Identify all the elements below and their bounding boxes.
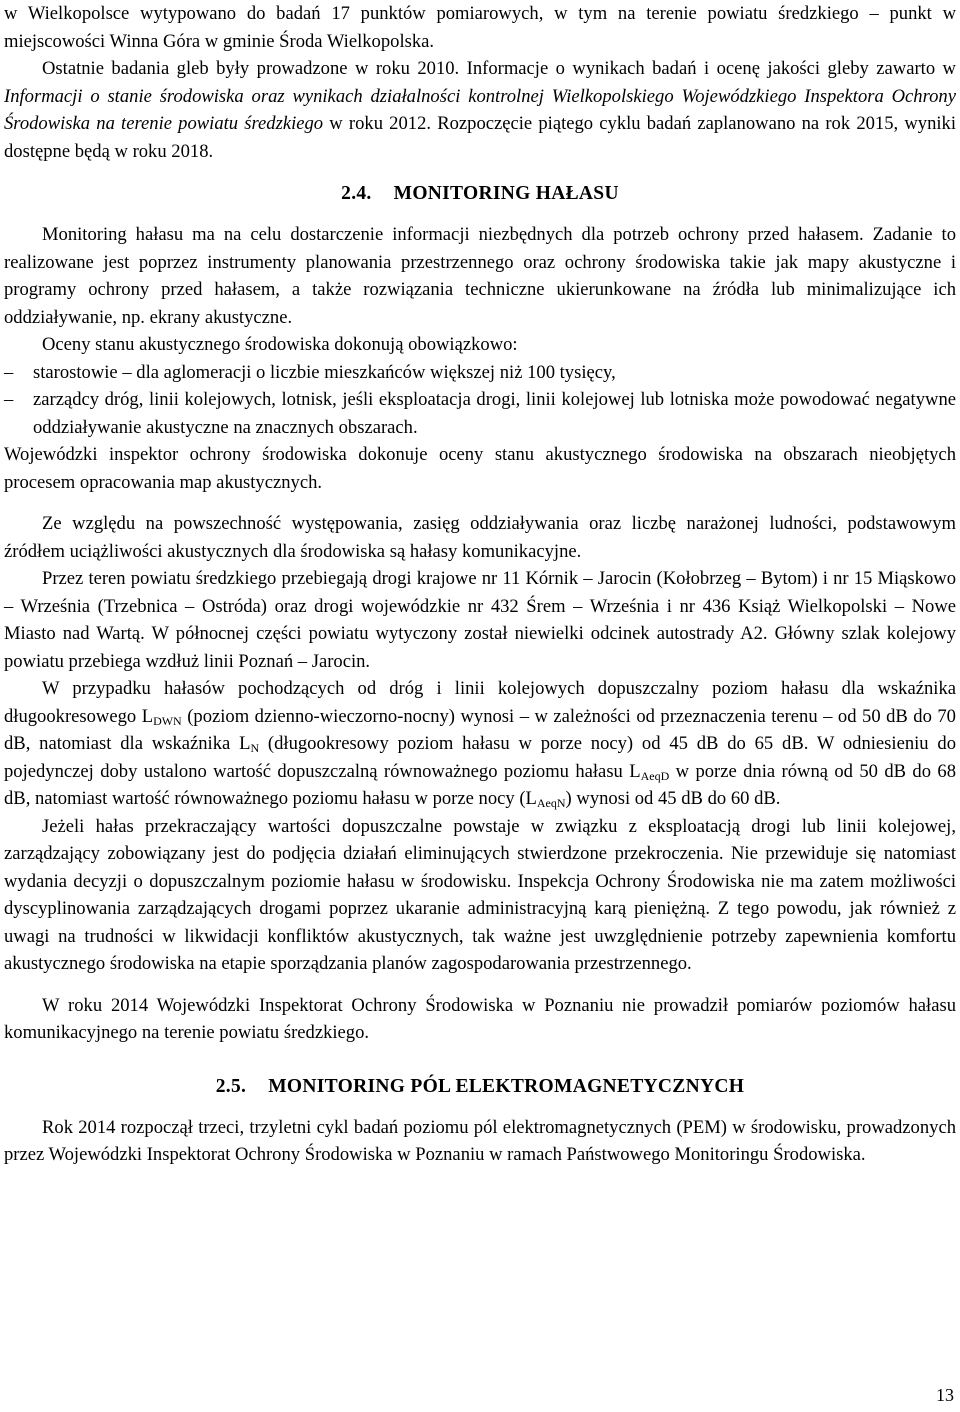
page-number: 13 [936, 1385, 954, 1405]
paragraph-exceedance: Jeżeli hałas przekraczający wartości dopuszczalne powstaje w związku z eksploatacją drogi lub linii kolejowej, zarządzający zobowiązany jest do podjęcia działań eliminujących stwierdzone przekroczenia. Nie przewiduje się natomiast wydania decyzji o dopuszczalnym poziomie hałasu w środowisku. Inspekcja Ochrony Środowiska nie ma zatem możliwości dyscyplinowania zarządzających drogami poprzez ukaranie administracyjną karą pieniężną. Z tego powodu, jak również z uwagi na trudności w likwidacji konfliktów akustycznych, tak ważne jest uwzględnienie potrzeby zapewnienia komfortu akustycznego środowiska na etapie sporządzania planów zagospodarowania przestrzennego. [4, 815, 956, 974]
subscript-aeqn: AeqN [536, 796, 566, 810]
section-heading-noise [4, 180, 956, 207]
section-title: MONITORING PÓL ELEKTROMAGNETYCZNYCH [268, 1075, 745, 1097]
paragraph-soil-research-text-a: Ostatnie badania gleb były prowadzone w roku 2010. Informacje o wynikach badań i ocenę jakości gleby zawarto w [42, 58, 956, 79]
subscript-n: N [250, 741, 260, 755]
paragraph-2014-noise: W roku 2014 Wojewódzki Inspektorat Ochrony Środowiska w Poznaniu nie prowadził pomiarów poziomów hałasu komunikacyjnego na terenie powiatu średzkiego. [4, 994, 956, 1043]
paragraph-noise-monitoring: Monitoring hałasu ma na celu dostarczenie informacji niezbędnych dla potrzeb ochrony przed hałasem. Zadanie to realizowane jest poprzez instrumenty planowania przestrzennego oraz ochrony środowiska takie jak mapy akustyczne i programy ochrony przed hałasem, a także rozwiązania techniczne ukierunkowane na źródła lub minimalizujące ich oddziaływanie, np. ekrany akustyczne. [4, 224, 956, 328]
subscript-dwn: DWN [153, 713, 182, 728]
dash-list [4, 359, 956, 442]
paragraph-traffic-noise: Ze względu na powszechność występowania, zasięg oddziaływania oraz liczbę narażonej ludności, podstawowym źródłem uciążliwości akustycznych dla środowiska są hałasy komunikacyjne. [4, 513, 956, 562]
paragraph-inspector: Wojewódzki inspektor ochrony środowiska dokonuje oceny stanu akustycznego środowiska na obszarach nieobjętych procesem opracowania map akustycznych. [4, 444, 956, 493]
paragraph-soil-research-text-b: w roku 2012. Rozpoczęcie piątego cyklu badań zaplanowano na rok 2015, wyniki dostępne będą w roku 2018. [4, 113, 956, 162]
paragraph-soil-points: w Wielkopolsce wytypowano do badań 17 punktów pomiarowych, w tym na terenie powiatu średzkiego – punkt w miejscowości Winna Góra w gminie Środa Wielkopolska. [4, 3, 956, 52]
text-run: (poziom dzienno-wieczorno-nocny) wynosi – w zależności od przeznaczenia terenu – od 50 dB do 70 dB, natomiast dla wskaźnika L [4, 705, 956, 754]
text-run: W przypadku hałasów pochodzących od dróg i linii kolejowych dopuszczalny poziom hałasu dla wskaźnika długookresowego L [4, 678, 956, 727]
list-item: – zarządcy dróg, linii kolejowych, lotnisk, jeśli eksploatacja drogi, linii kolejowej lub lotniska może powodować negatywne oddziaływanie akustyczne na znacznych obszarach. [4, 386, 956, 441]
list-item: – starostowie – dla aglomeracji o liczbie mieszkańców większej niż 100 tysięcy, [4, 359, 956, 387]
section-number: 2.5. [215, 1075, 247, 1097]
paragraph-assessment-intro: Oceny stanu akustycznego środowiska dokonują obowiązkowo: [42, 334, 518, 355]
paragraph-pem: Rok 2014 rozpoczął trzeci, trzyletni cykl badań poziomu pól elektromagnetycznych (PEM) w środowisku, prowadzonych przez Wojewódzki Inspektorat Ochrony Środowiska w Poznaniu w ramach Państwowego Monitoringu Środowiska. [4, 1116, 956, 1165]
subscript-aeqd: AeqD [640, 768, 670, 783]
text-run: w porze dnia równą od 50 dB do 68 dB, natomiast wartość równoważnego poziomu hałasu w porze nocy (L [4, 760, 956, 809]
section-heading-pem [4, 1073, 956, 1100]
text-run: ) wynosi od 45 dB do 60 dB. [565, 788, 781, 809]
report-title-italic: Informacji o stanie środowiska oraz wynikach działalności kontrolnej Wielkopolskiego Wojewódzkiego Inspektora Ochrony Środowiska na terenie powiatu średzkiego [4, 85, 956, 134]
section-number: 2.4. [341, 183, 372, 204]
text-run: (długookresowy poziom hałasu w porze nocy) od 45 dB do 65 dB. W odniesieniu do pojedynczej doby ustalono wartość dopuszczalną równoważnego poziomu hałasu L [4, 733, 957, 782]
paragraph-noise-limits [4, 675, 956, 813]
paragraph-soil-research [4, 55, 956, 165]
document-page [4, 0, 956, 1169]
section-title: MONITORING HAŁASU [393, 183, 619, 204]
paragraph-roads: Przez teren powiatu średzkiego przebiegają drogi krajowe nr 11 Kórnik – Jarocin (Kołobrzeg – Bytom) i nr 15 Miąskowo – Września (Trzebnica – Ostróda) oraz drogi wojewódzkie nr 432 Śrem – Września i nr 436 Książ Wielkopolski – Nowe Miasto nad Wartą. W północnej części powiatu wytyczony został niewielki odcinek autostrady A2. Główny szlak kolejowy powiatu przebiega wzdłuż linii Poznań – Jarocin. [4, 568, 956, 672]
